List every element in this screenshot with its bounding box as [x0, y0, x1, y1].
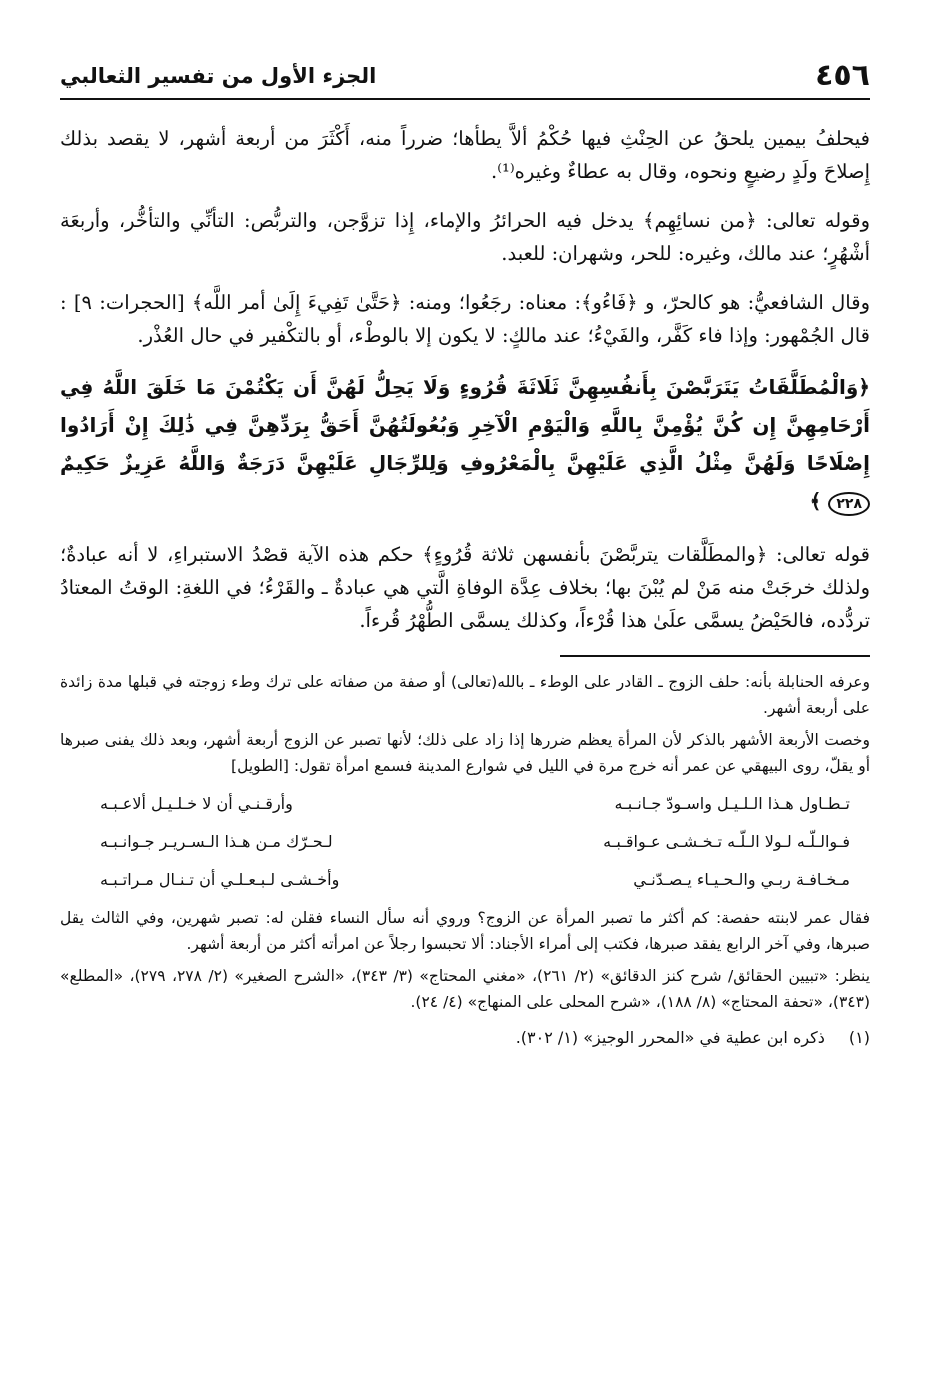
paragraph: فيحلفُ بيمين يلحقُ عن الحِنْثِ فيها حُكْمُ ألاَّ يطأها؛ ضرراً منه، أَكْثَرَ من أربعة أشهر، لا يقصد بذلك إِصلاحَ ولَدٍ رضيعٍ ونحوه، وقال به عطاءٌ وغيره⁽¹⁾.	[60, 127, 870, 183]
verse-number-marker: ٢٢٨	[828, 492, 870, 516]
paragraph: وقال الشافعيُّ: هو كالحرّ، و ﴿فَاءُو﴾: معناه: رجَعُوا؛ ومنه: ﴿حَتَّىٰ تَفِيءَ إِلَىٰ أمر اللَّه﴾ [الحجرات: ٩] : قال الجُمْهور: وإذا فاء كَفَّر، والفَيْءُ؛ عند مالكٍ: لا يكون إلا بالوطْء، أو بالتكْفير في حال العُذْر.	[60, 291, 870, 347]
quran-close-bracket: ﴾	[809, 489, 822, 513]
poem-hemistich-second: وأرقـنـي أن لا خـلـيـل ألاعـبـه	[100, 794, 293, 813]
footnote-divider	[560, 655, 870, 657]
quran-verse-block	[60, 368, 870, 520]
running-title: الجزء الأول من تفسير الثعالبي	[60, 64, 377, 88]
poem-verse	[60, 785, 870, 823]
quran-verse-text: ﴿وَالْمُطَلَّقَاتُ يَتَرَبَّصْنَ بِأَنفُسِهِنَّ ثَلَاثَةَ قُرُوءٍ وَلَا يَحِلُّ لَهُنَّ أَن يَكْتُمْنَ مَا خَلَقَ اللَّهُ فِي أَرْحَامِهِنَّ إِن كُنَّ يُؤْمِنَّ بِاللَّهِ وَالْيَوْمِ الْآخِرِ وَبُعُولَتُهُنَّ أَحَقُّ بِرَدِّهِنَّ فِي ذَٰلِكَ إِنْ أَرَادُوا إِصْلَاحًا وَلَهُنَّ مِثْلُ الَّذِي عَلَيْهِنَّ بِالْمَعْرُوفِ وَلِلرِّجَالِ عَلَيْهِنَّ دَرَجَةٌ وَاللَّهُ عَزِيزٌ حَكِيمٌ	[60, 375, 870, 475]
footnote-references: ينظر: «تبيين الحقائق/ شرح كنز الدقائق» (٢/ ٢٦١)، «مغني المحتاج» (٣/ ٣٤٣)، «الشرح الصغير» (٢/ ٢٧٨، ٢٧٩)، «المطلع» (٣٤٣)، «تحفة المحتاج» (٨/ ١٨٨)، «شرح المحلى على المنهاج» (٤/ ٢٤).	[60, 967, 871, 1011]
paragraph: قوله تعالى: ﴿والمطَلَّقات يتربَّصْنَ بأنفسهن ثلاثة قُرُوءٍ﴾ حكم هذه الآية قصْدُ الاستبراءِ، لا أنه عبادةٌ؛ ولذلك خرجَتْ منه مَنْ لم يُبْنَ بها؛ بخلاف عِدَّة الوفاةِ الَّتي هي عبادةٌ ـ والقَرْءُ؛ في اللغةِ: الوقتُ المعتادُ تردُّده، فالحَيْضُ يسمَّى علَىٰ هذا قُرْءاً، وكذلك يسمَّى الطُّهْرُ قُرءاً.	[60, 543, 870, 632]
poem-verse	[60, 861, 870, 899]
poem-verse	[60, 823, 870, 861]
footnote-paragraph: وعرفه الحنابلة بأنه: حلف الزوج ـ القادر على الوطء ـ بالله(تعالى) أو صفة من صفاته على ترك وطء زوجته في قبلها مدة زائدة على أربعة أشهر.	[60, 673, 870, 717]
paragraph: وقوله تعالى: ﴿من نسائِهِم﴾ يدخل فيه الحرائرُ والإماء، إِذا تزوَّجن، والتربُّص: التأنِّي والتأخُّر، وأربعَة أشْهُرٍ؛ عند مالك، وغيره: للحر، وشهران: للعبد.	[60, 209, 870, 265]
document-page	[60, 58, 870, 1051]
page-header	[60, 58, 870, 100]
poem-hemistich-first: مـخـافـة ربـي والـحـيـاء يـصـدّنـي	[633, 870, 850, 889]
poem-hemistich-second: وأخـشـى لـبـعـلـي أن تـنـال مـراتـبـه	[100, 870, 340, 889]
footnote-paragraph: فقال عمر لابنته حفصة: كم أكثر ما تصبر المرأة عن الزوج؟ وروي أنه سأل النساء فقلن له: تصبر شهرين، وفي الثالث يقل صبرها، وفي آخر الرابع يفقد صبرها، فكتب إلى أمراء الأجناد: ألا تحبسوا رجلاً عن امرأته أكثر من أربعة أشهر.	[60, 909, 870, 953]
footnote-marker: (١)	[848, 1028, 870, 1047]
footnote-paragraph: وخصت الأربعة الأشهر بالذكر لأن المرأة يعظم ضررها إذا زاد على ذلك؛ لأنها تصبر عن الزوج أربعة أشهر، وبعد ذلك يفنى صبرها أو يقلّ، روى البيهقي عن عمر أنه خرج مرة في الليل في شوارع المدينة فسمع امرأة تقول: [الطويل]	[60, 731, 870, 775]
footnote-1	[60, 1025, 870, 1051]
footnote-text: ذكره ابن عطية في «المحرر الوجيز» (١/ ٣٠٢).	[515, 1028, 825, 1047]
poem-hemistich-first: تـطـاول هـذا الـلـيـل واسـودّ جـانـبـه	[614, 794, 850, 813]
main-text	[60, 122, 870, 637]
poem-hemistich-second: لـحـرّك مـن هـذا الـسـريـر جـوانـبـه	[100, 832, 333, 851]
footnotes	[60, 669, 870, 1051]
page-number: ٤٥٦	[815, 58, 870, 93]
poem-hemistich-first: فـوالـلّـه لـولا الـلّـه تـخـشـى عـواقـبـه	[603, 832, 850, 851]
poem	[60, 785, 870, 899]
